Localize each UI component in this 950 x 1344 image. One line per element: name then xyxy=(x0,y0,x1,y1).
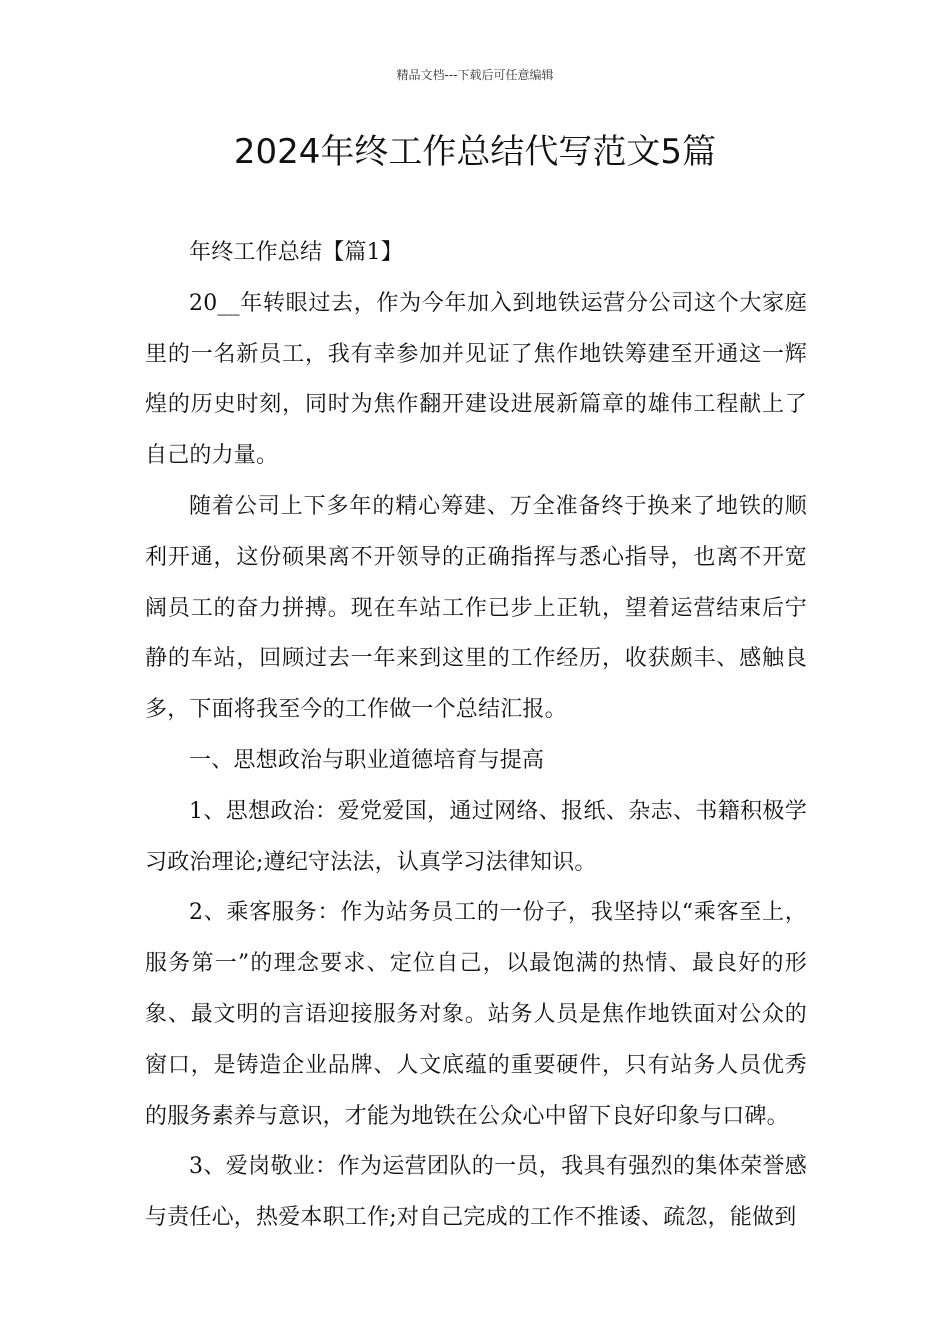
body-paragraph: 1、思想政治：爱党爱国，通过网络、报纸、杂志、书籍积极学习政治理论;遵纪守法法，认真学习法律知识。 xyxy=(145,798,807,875)
document-body xyxy=(145,228,807,1244)
section-heading-article-1: 年终工作总结【篇1】 xyxy=(189,240,403,265)
body-paragraph: 3、爱岗敬业：作为运营团队的一员，我具有强烈的集体荣誉感与责任心，热爱本职工作;对自己完成的工作不推诿、疏忽，能做到 xyxy=(145,1154,807,1231)
document-title: 2024年终工作总结代写范文5篇 xyxy=(233,132,717,172)
body-paragraph: 20__年转眼过去，作为今年加入到地铁运营分公司这个大家庭里的一名新员工，我有幸参加并见证了焦作地铁筹建至开通这一辉煌的历史时刻，同时为焦作翻开建设进展新篇章的雄伟工程献上了自己的力量。 xyxy=(145,290,807,469)
document-header-note: 精品文档---下载后可任意编辑 xyxy=(396,68,554,82)
body-paragraph: 2、乘客服务：作为站务员工的一份子，我坚持以“乘客至上，服务第一”的理念要求、定位自己，以最饱满的热情、最良好的形象、最文明的言语迎接服务对象。站务人员是焦作地铁面对公众的窗口，是铸造企业品牌、人文底蕴的重要硬件，只有站务人员优秀的服务素养与意识，才能为地铁在公众心中留下良好印象与口碑。 xyxy=(145,900,807,1129)
section-heading: 一、思想政治与职业道德培育与提高 xyxy=(189,747,545,773)
body-paragraph: 随着公司上下多年的精心筹建、万全准备终于换来了地铁的顺利开通，这份硕果离不开领导的正确指挥与悉心指导，也离不开宽阔员工的奋力拼搏。现在车站工作已步上正轨，望着运营结束后宁静的车站，回顾过去一年来到这里的工作经历，收获颇丰、感触良多，下面将我至今的工作做一个总结汇报。 xyxy=(145,493,807,723)
